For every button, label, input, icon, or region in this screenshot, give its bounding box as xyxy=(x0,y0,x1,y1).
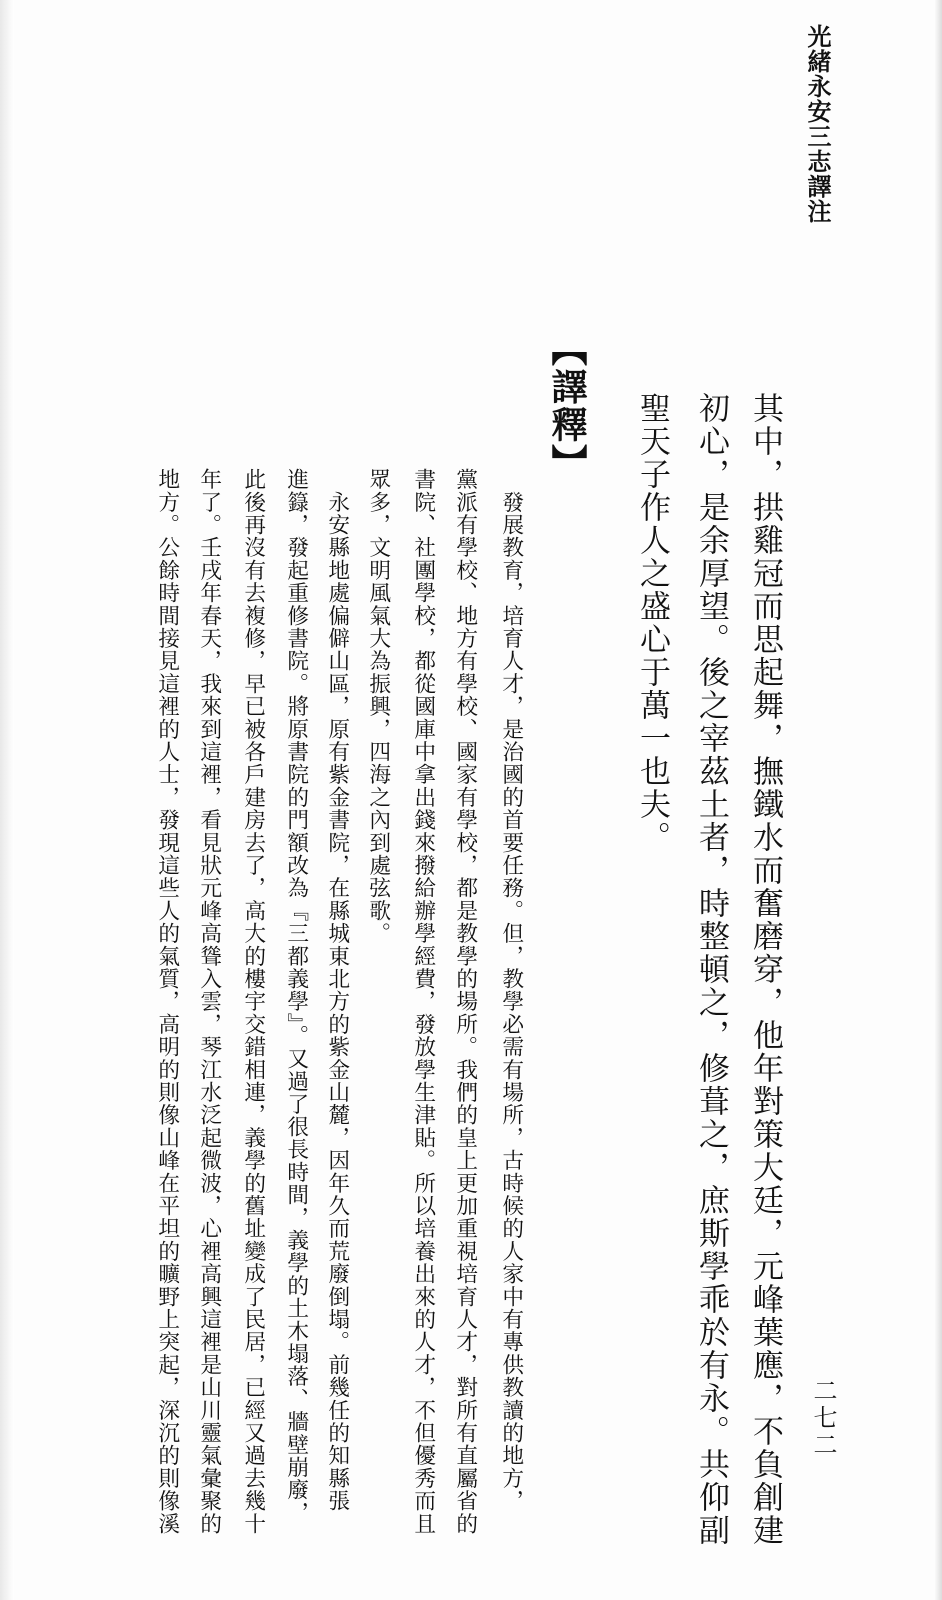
original-text-line: 其中，拱雞冠而思起舞，撫鐵水而奮磨穿，他年對策大廷，元峰葉應，不負創建 xyxy=(747,392,783,1547)
original-text-line: 聖天子作人之盛心于萬一也夫。 xyxy=(634,392,670,854)
translation-line: 書院、社團學校，都從國庫中拿出錢來撥給辦學經費，發放學生津貼。所以培養出來的人才，不但優秀而且 xyxy=(410,468,436,1535)
translation-line: 眾多，文明風氣大為振興，四海之內到處弦歌。 xyxy=(365,468,391,945)
translation-line: 發展教育，培育人才，是治國的首要任務。但，教學必需有場所，古時候的人家中有專供教讀的地方， xyxy=(498,468,524,1513)
page-edge-left xyxy=(0,0,14,1600)
translation-line: 地方。公餘時間接見這裡的人士，發現這些人的氣質，高明的則像山峰在平坦的曠野上突起，深沉的則像溪 xyxy=(154,468,180,1535)
translation-line: 年了。壬戌年春天，我來到這裡，看見狀元峰高聳入雲，琴江水泛起微波，心裡高興這裡是山川靈氣彙聚的 xyxy=(196,468,222,1535)
translation-line: 進籙，發起重修書院。將原書院的門額改為『三都義學』。又過了很長時間，義學的土木塌落、牆壁崩廢， xyxy=(283,468,309,1525)
translation-line: 黨派有學校、地方有學校、國家有學校，都是教學的場所。我們的皇上更加重視培育人才，對所有直屬省的 xyxy=(452,468,478,1535)
translation-line: 此後再沒有去複修，早已被各戶建房去了，高大的樓宇交錯相連，義學的舊址變成了民居，已經又過去幾十 xyxy=(240,468,266,1535)
page-edge-right xyxy=(934,0,942,1600)
section-heading: 【譯釋】 xyxy=(546,330,588,482)
running-title: 光緒永安三志譯注 xyxy=(803,24,832,224)
original-text-line: 初心，是余厚望。後之宰茲土者，時整頓之，修葺之，庶斯學乖於有永。共仰副 xyxy=(693,392,729,1547)
translation-line: 永安縣地處偏僻山區，原有紫金書院，在縣城東北方的紫金山麓，因年久而荒廢倒塌。前幾任的知縣張 xyxy=(324,468,350,1513)
page-number: 二七二 xyxy=(809,1378,837,1459)
